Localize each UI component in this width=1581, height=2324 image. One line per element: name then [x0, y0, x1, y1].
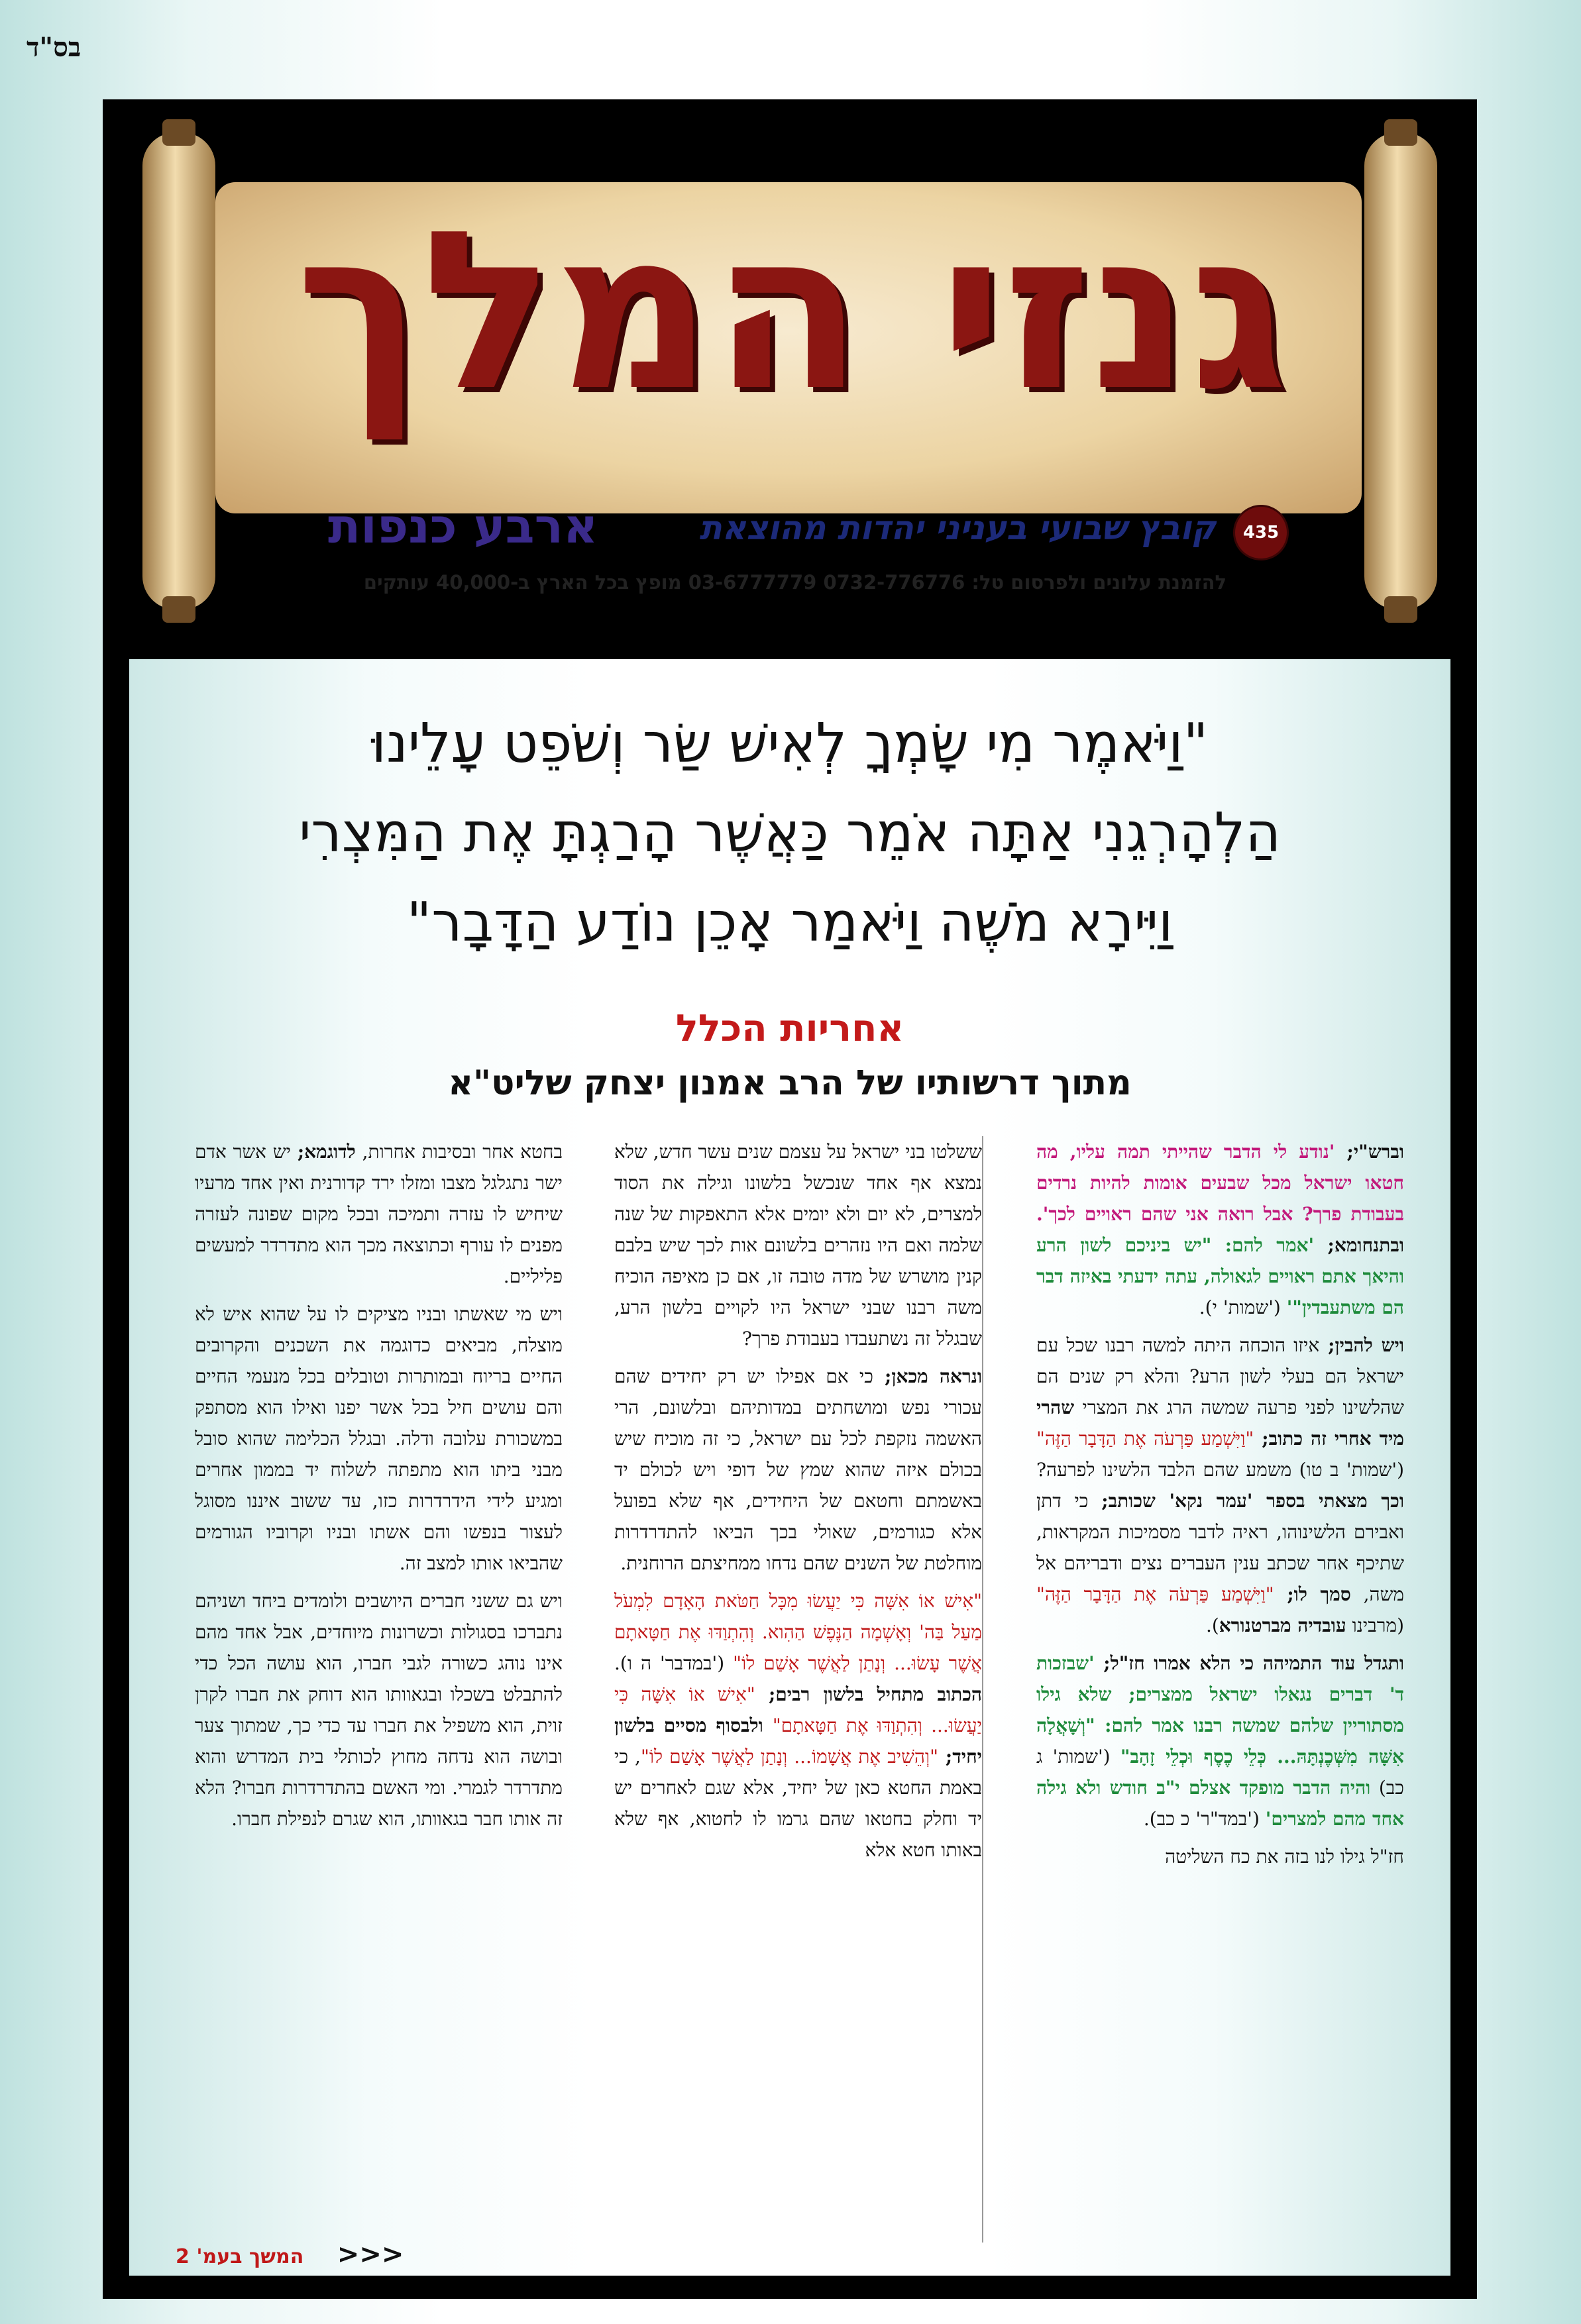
main-content-frame: [103, 659, 1477, 2299]
article-column-right: [1036, 1136, 1404, 2243]
bsd-mark: בס"ד: [27, 32, 82, 63]
contact-line: להזמנת עלונים ולפרסום טל: 0732-776776 03-6777779 מופץ בכל הארץ ב-40,000 עותקים: [363, 571, 1227, 594]
text-run: ולבסוף מסיים בלשון יחיד;: [614, 1715, 982, 1768]
masthead-title: גנזי המלך: [296, 184, 1288, 439]
scroll-cap: [1384, 119, 1417, 146]
scroll-roll-right: [1364, 132, 1437, 609]
page-frame: [103, 99, 1477, 2299]
verse-line: הַלְהָרְגֵנִי אַתָּה אֹמֵר כַּאֲשֶׁר הָרַגְתָּ אֶת הַמִּצְרִי: [299, 802, 1281, 865]
text-run: כי אם אפילו יש רק יחידים שהם עכורי נפש ומושחתים במדותיהם ובלשונם, הרי האשמה נזקפת לכל עם ישראל, כי זה מוכיח שיש בכולם איזה שהוא שמץ של דופי ויש לכולם יד באשמתם וחטאם של היחידים, אף שלא בפועל אלא כגורמים, שאולי בכך הביאו להתדרדרות מוחלטת של השנים שהם נדחו ממחיצתם הרוחנית.: [614, 1365, 982, 1574]
scroll-roll-left: [142, 132, 215, 609]
verse-line: "וַיֹּאמֶר מִי שָׂמְךָ לְאִישׁ שַׂר וְשֹׁפֵט עָלֵינוּ: [371, 712, 1209, 775]
continued-arrows: <<<: [337, 2239, 404, 2270]
publisher-name: ארבע כנפות: [328, 498, 598, 554]
text-run: ויש להבין;: [1319, 1334, 1404, 1356]
continued-label: המשך בעמ' 2: [176, 2245, 304, 2268]
text-run: הכתוב מתחיל בלשון רבים;: [755, 1683, 982, 1705]
text-run: ('שמות' ג כב): [1036, 1746, 1404, 1799]
issue-number-badge: 435: [1233, 505, 1289, 560]
text-run: "אִישׁ אוֹ אִשָּׁה כִּי יַעֲשׂוּ... וְהִתְוַדּוּ אֶת חַטָּאתָם": [614, 1683, 982, 1736]
paragraph: ויש מי שאשתו ובניו מציקים לו על שהוא איש לא מוצלח, מביאים כדוגמה את השכנים והקרובים החיים בריוח ובמותרות וטובלים בכל מנעמי החיים והם עושים חיל בכל אשר יפנו ואילו הוא מסתפק במשכורת עלובה ודלה. ובגלל הכלימה שהוא סובל מבני ביתו הוא מתפתה לשלוח יד בממון אחרים ומגיע לידי הידרדרות כזו, עד ששוב איננו מסוגל לעצור בנפשו והם אשתו ובניו וקרוביו הגורמים שהביאו אותו למצב זה.: [195, 1303, 563, 1574]
text-run: 'שבזכות ד' דברים נגאלו ישראל ממצרים; שלא גילו מסתוריין שלהם שמשה רבנו אמר להם: "וְשָׁאֲלָה אִשָּׁה מִשְּׁכֶנְתָּהּ... כְּלֵי כֶסֶף וּכְלֵי זָהָב": [1036, 1652, 1404, 1768]
text-run: ובתנחומא;: [1314, 1234, 1404, 1256]
text-run: ('במד"ר' כ כב).: [1143, 1808, 1266, 1830]
text-run: יש אשר אדם ישר נתגלגל מצבו ומזלו ירד קדורנית ואין אחד מרעיו שיחיש לו עזרה ותמיכה ובכל מקום שפונה לעזרה מפנים לו עורף וכתוצאה מכך הוא מתדרדר למעשים פליליים.: [195, 1141, 563, 1287]
text-run: ונראה מכאן;: [873, 1365, 983, 1387]
text-run: ('במדבר' ה ו).: [614, 1652, 734, 1674]
article-area: [129, 659, 1450, 2276]
article-column-middle: [614, 1136, 983, 2243]
text-run: איזו הוכחה היתה למשה רבנו שכל עם ישראל הם בעלי לשון הרע? והלא רק שנים הם שהלשינו לפני פרעה שמשה הרג את המצרי: [1036, 1334, 1404, 1418]
paragraph: [195, 1136, 563, 1292]
text-run: והיה הדבר מופקד אצלם י"ב חודש ולא גילה אחד מהם למצרים': [1036, 1777, 1404, 1830]
text-run: 'נודע לי הדבר שהייתי תמה עליו, מה חטאו ישראל מכל שבעים אומות להיות נרדים בעבודת פרך? אבל רואה אני שהם ראויים לכך'.: [1036, 1141, 1404, 1225]
text-run: "וַיִּשְׁמַע פַּרְעֹה אֶת הַדָּבָר הַזֶּה": [1036, 1428, 1254, 1450]
text-run: בחטא אחר ובסיבות אחרות,: [355, 1141, 563, 1163]
text-run: ('שמות' ב טו) משמע שהם הלבד הלשינו לפרעה?: [1036, 1459, 1404, 1481]
paragraph: [614, 1361, 982, 1579]
text-run: לדוגמא;: [297, 1141, 356, 1163]
section-title: אחריות הכלל: [675, 1007, 904, 1050]
text-run: ותגדל עוד התמיהה כי הלא אמרו חז"ל;: [1094, 1652, 1404, 1674]
text-run: כי דתן ואבירם הלשינוהו, ראיה לדבר מסמיכות המקראות, שתיכף אחר שכתב ענין העברים נצים ודבריהם אל משה,: [1036, 1490, 1404, 1605]
text-run: עובדיה מברטנורא: [1219, 1614, 1346, 1636]
paragraph: [1036, 1648, 1404, 1834]
text-run: וברש"י;: [1335, 1141, 1404, 1163]
article-column-left: [195, 1136, 563, 2243]
text-run: סמך לו;: [1274, 1583, 1351, 1605]
text-run: "וְהֵשִׁיב אֶת אֲשָׁמוֹ... וְנָתַן לַאֲשֶׁר אָשַׁם לוֹ": [640, 1746, 939, 1768]
text-run: ).: [1205, 1614, 1219, 1636]
paragraph: [1036, 1136, 1404, 1323]
paragraph: ויש גם ששני חברים היושבים ולומדים ביחד ושניהם נתברכו בסגולות וכשרונות מיוחדים, אבל אחד מהם אינו נוהג כשורה לגבי חברו, הוא עושה הכל כדי להתבלט בשכלו ובגאוותו הוא דוחק את חברו לקרן זוית, הוא משפיל את חברו עד כדי כך, שמתוך צער ובושה הוא נדחה מחוץ לכותלי בית המדרש והוא מתדרדר לגמרי. ומי האשם בהתדרדרות חברו? הלא זה אותו חבר בגאוותו, הוא שגרם לנפילת חברו.: [195, 1590, 563, 1830]
masthead-subline: [275, 498, 1289, 558]
continued-note: [176, 2239, 404, 2270]
byline: מתוך דרשותיו של הרב אמנון יצחק שליט"א: [448, 1063, 1132, 1103]
text-run: ('שמות' י).: [1199, 1296, 1287, 1318]
masthead: [103, 99, 1477, 659]
masthead-subtitle: קובץ שבועי בעניני יהדות מהוצאת: [699, 509, 1216, 547]
paragraph: [1036, 1330, 1404, 1641]
paragraph: חז"ל גילו לנו בזה את כח השליטה: [1165, 1846, 1404, 1868]
text-run: שהרי מיד אחרי זה כתוב;: [1036, 1397, 1404, 1450]
text-run: 'אמר להם: "יש ביניכם לשון הרע והיאך אתם ראויים לגאולה, עתה ידעתי באיזה דבר הם משתעבדין"': [1036, 1234, 1404, 1318]
scroll-cap: [162, 119, 195, 146]
text-run: , כי באמת החטא כאן של יחיד, אלא שגם לאחרים יש יד וחלק בחטאו שהם גרמו לו לחטוא, אף שלא באותו חטא אלא: [614, 1746, 982, 1861]
verse-quote: [169, 699, 1411, 967]
text-run: וכך מצאתי בספר 'עמר נקא' שכותב;: [1101, 1490, 1404, 1512]
text-run: "אִישׁ אוֹ אִשָּׁה כִּי יַעֲשׂוּ מִכָּל חַטֹּאת הָאָדָם לִמְעֹל מַעַל בַּה' וְאָשְׁמָה הַנֶּפֶשׁ הַהִוא. וְהִתְוַדּוּ אֶת חַטָּאתָם אֲשֶׁר עָשׂוּ... וְנָתַן לַאֲשֶׁר אָשַׁם לוֹ": [614, 1590, 982, 1674]
verse-line: וַיִּירָא מֹשֶׁה וַיֹּאמַר אָכֵן נוֹדַע הַדָּבָר": [406, 891, 1173, 954]
scroll-cap: [1384, 596, 1417, 623]
text-run: "וַיִּשְׁמַע פַּרְעֹה אֶת הַדָּבָר הַזֶּה": [1036, 1583, 1274, 1605]
paragraph: ששלטו בני ישראל על עצמם שנים עשר חדש, שלא נמצא אף אחד שנכשל בלשונו וגילה את הסוד למצרים, לא יום ולא יומים אלא התאפקות של שנה שלמה ואם היו נזהרים בלשונם אות לכך שיש בלבם קנין מושרש של מדה טובה זו, אם כן מאיפה הוכיח משה רבנו שבני ישראל היו לקויים בלשון הרע, שבגלל זה נשתעבדו בעבודת פרך?: [614, 1141, 982, 1349]
paragraph: [614, 1585, 982, 1866]
text-run: (מרבינו: [1346, 1614, 1404, 1636]
scroll-cap: [162, 596, 195, 623]
